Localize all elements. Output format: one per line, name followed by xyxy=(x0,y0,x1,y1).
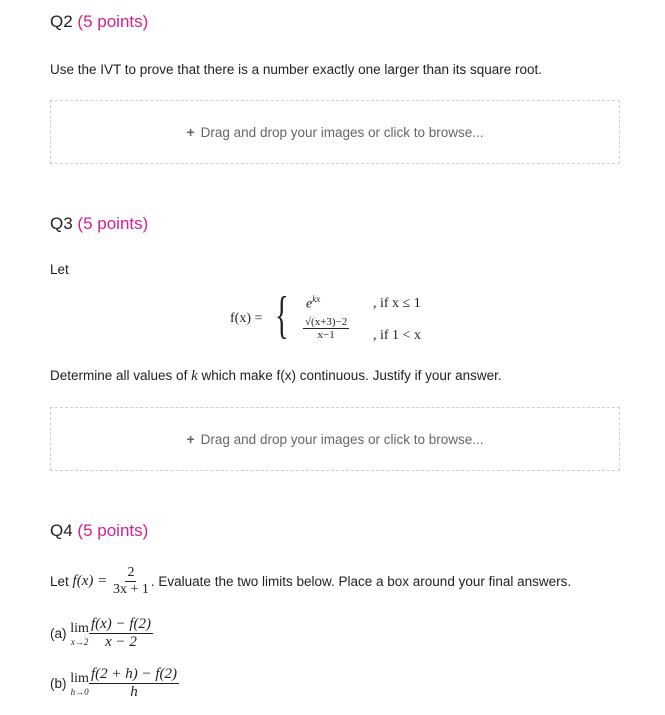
q4-b-numerator: f(2 + h) − f(2) xyxy=(90,666,177,682)
q2-image-dropzone[interactable] xyxy=(50,100,620,164)
q4-b-lim-sub: h→0 xyxy=(70,686,89,697)
q4-b-fraction xyxy=(89,666,179,701)
q2-prompt: Use the IVT to prove that there is a number exactly one larger than its square root. xyxy=(50,62,543,77)
q3-case2-condition: , if 1 < x xyxy=(373,328,421,343)
q4-a-numerator: f(x) − f(2) xyxy=(90,616,152,632)
q4-f-numerator: 2 xyxy=(127,565,135,580)
q4-a-label: (a) xyxy=(50,626,67,641)
q3-heading xyxy=(50,214,148,234)
q4-b-lim: lim h→0 xyxy=(70,670,89,697)
q4-label: Q4 xyxy=(50,521,73,540)
q3-label: Q3 xyxy=(50,214,73,233)
q4-a-lim: lim x→2 xyxy=(70,620,89,647)
q4-b-denominator: h xyxy=(130,684,138,700)
q3-case2-denominator: x−1 xyxy=(317,329,335,341)
q4-part-b xyxy=(50,666,179,701)
plus-icon: + xyxy=(186,124,195,140)
q4-let: Let xyxy=(50,574,69,589)
q3-case2-fraction xyxy=(303,316,349,341)
q4-b-label: (b) xyxy=(50,676,67,691)
q4-function-definition xyxy=(50,565,571,598)
q4-f-fraction xyxy=(111,565,151,598)
q3-case1-condition: , if x ≤ 1 xyxy=(373,296,421,311)
brace: { xyxy=(275,287,289,344)
q4-f-denominator: 3x + 1 xyxy=(113,582,149,597)
q4-a-fraction xyxy=(89,616,153,651)
q3-case1-exponent: kx xyxy=(312,294,321,304)
q3-let: Let xyxy=(50,262,69,277)
q3-points: (5 points) xyxy=(77,214,149,233)
q4-part-a xyxy=(50,616,153,651)
q4-f-lhs: f(x) = xyxy=(72,573,108,589)
q3-case2-numerator: √(x+3)−2 xyxy=(305,316,348,328)
q4-instruction: . Evaluate the two limits below. Place a box around your final answers. xyxy=(150,574,572,589)
q3-var-k: k xyxy=(191,368,198,384)
q4-a-lim-sub: x→2 xyxy=(70,636,89,647)
q3-image-dropzone[interactable] xyxy=(50,407,620,471)
q2-label: Q2 xyxy=(50,12,73,31)
q4-points: (5 points) xyxy=(77,521,149,540)
q4-heading xyxy=(50,521,148,541)
q2-points: (5 points) xyxy=(77,12,149,31)
q3-dropzone-label: Drag and drop your images or click to browse... xyxy=(200,431,484,447)
q3-prompt: Determine all values of k which make f(x) continuous. Justify if your answer. xyxy=(50,368,502,384)
plus-icon: + xyxy=(186,431,195,447)
q2-heading xyxy=(50,12,148,32)
q3-f-lhs: f(x) = xyxy=(230,311,263,326)
q3-case1-expr: $e^{kx}$ xyxy=(306,294,321,312)
q4-a-denominator: x − 2 xyxy=(105,634,137,650)
q2-dropzone-label: Drag and drop your images or click to browse... xyxy=(200,124,484,140)
